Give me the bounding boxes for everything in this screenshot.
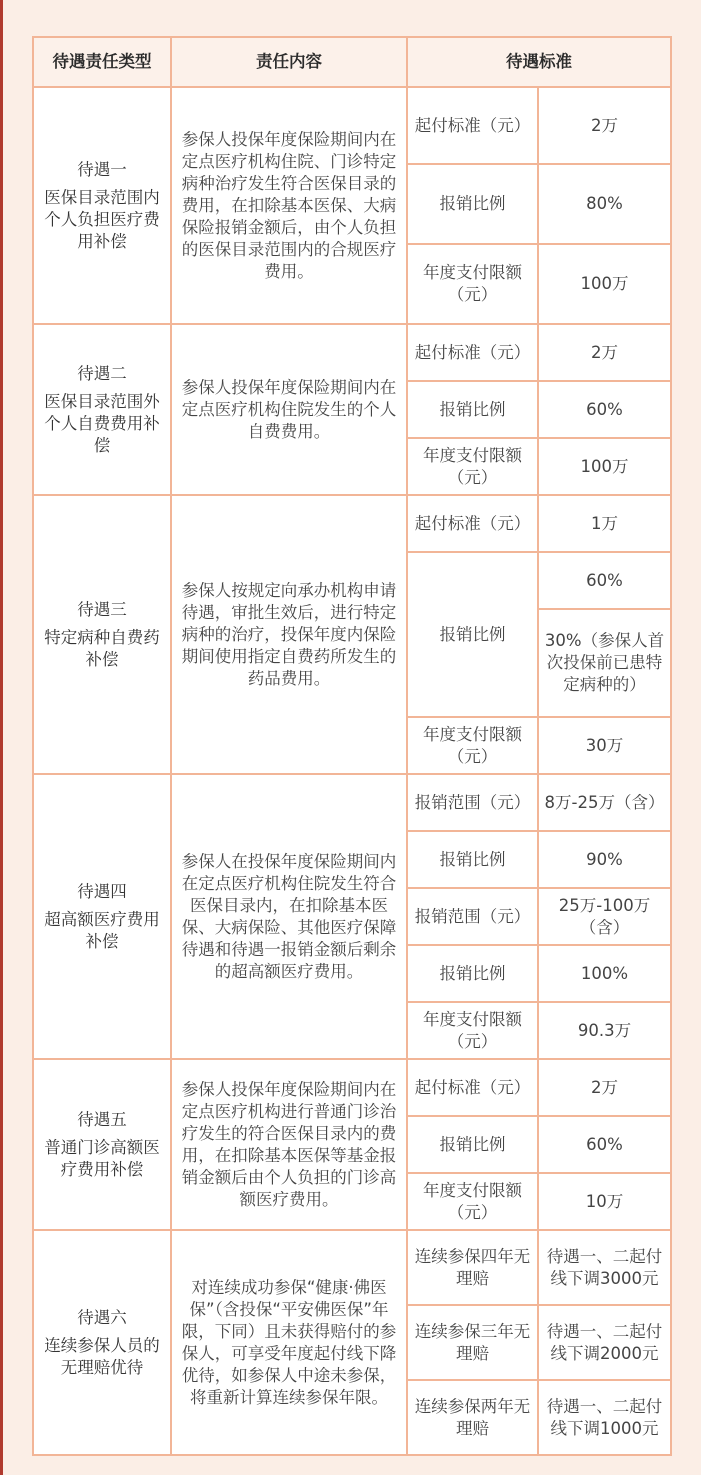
benefit-type-cell <box>33 87 171 324</box>
standard-value: 2万 <box>538 1059 671 1116</box>
benefit-subtitle: 特定病种自费药补偿 <box>44 627 160 669</box>
standard-value: 80% <box>538 164 671 244</box>
standard-label: 年度支付限额（元） <box>407 1002 538 1059</box>
benefit-title: 待遇三 <box>77 599 127 619</box>
standard-value: 2万 <box>538 87 671 164</box>
standard-label: 报销比例 <box>407 552 538 717</box>
benefit-type-cell <box>33 1230 171 1455</box>
standard-label: 报销范围（元） <box>407 774 538 831</box>
standard-label: 起付标准（元） <box>407 87 538 164</box>
standard-value: 100万 <box>538 438 671 495</box>
standard-value: 60% <box>538 552 671 609</box>
left-edge-stripe <box>0 0 3 1475</box>
benefit-subtitle: 连续参保人员的无理赔优待 <box>44 1335 160 1377</box>
benefit-title: 待遇五 <box>77 1109 127 1129</box>
benefit-type-cell <box>33 495 171 774</box>
table-header-row <box>33 37 671 87</box>
benefit-subtitle: 医保目录范围内个人负担医疗费用补偿 <box>44 187 160 251</box>
standard-label: 连续参保两年无理赔 <box>407 1380 538 1455</box>
benefit-type-cell <box>33 774 171 1059</box>
benefits-table <box>32 36 672 1456</box>
standard-label: 起付标准（元） <box>407 324 538 381</box>
standard-value-alt: 30%（参保人首次投保前已患特定病种的） <box>538 609 671 717</box>
benefit-type-cell <box>33 1059 171 1230</box>
benefit-description: 参保人投保年度保险期间内在定点医疗机构进行普通门诊治疗发生的符合医保目录内的费用，在扣除基本医保等基金报销金额后由个人负担的门诊高额医疗费用。 <box>171 1059 407 1230</box>
table-row <box>33 1230 671 1305</box>
standard-value: 25万-100万（含） <box>538 888 671 945</box>
table-row <box>33 87 671 164</box>
standard-value: 待遇一、二起付线下调3000元 <box>538 1230 671 1305</box>
standard-label: 年度支付限额（元） <box>407 438 538 495</box>
table-row <box>33 495 671 552</box>
standard-value: 60% <box>538 381 671 438</box>
header-content: 责任内容 <box>171 37 407 87</box>
standard-value: 10万 <box>538 1173 671 1230</box>
standard-value: 30万 <box>538 717 671 774</box>
standard-label: 起付标准（元） <box>407 495 538 552</box>
benefit-description: 参保人投保年度保险期间内在定点医疗机构住院发生的个人自费费用。 <box>171 324 407 495</box>
standard-value: 100% <box>538 945 671 1002</box>
table-row <box>33 324 671 381</box>
standard-label: 报销比例 <box>407 945 538 1002</box>
standard-label: 连续参保三年无理赔 <box>407 1305 538 1380</box>
standard-value: 90.3万 <box>538 1002 671 1059</box>
benefit-type-cell <box>33 324 171 495</box>
standard-value: 待遇一、二起付线下调1000元 <box>538 1380 671 1455</box>
standard-label: 年度支付限额（元） <box>407 717 538 774</box>
benefit-description: 参保人在投保年度保险期间内在定点医疗机构住院发生符合医保目录内，在扣除基本医保、大病保险、其他医疗保障待遇和待遇一报销金额后剩余的超高额医疗费用。 <box>171 774 407 1059</box>
standard-label: 起付标准（元） <box>407 1059 538 1116</box>
benefit-subtitle: 普通门诊高额医疗费用补偿 <box>44 1137 160 1179</box>
benefit-title: 待遇二 <box>77 363 127 383</box>
standard-value: 60% <box>538 1116 671 1173</box>
standard-label: 年度支付限额（元） <box>407 1173 538 1230</box>
header-standard: 待遇标准 <box>407 37 671 87</box>
benefit-subtitle: 医保目录范围外个人自费费用补偿 <box>44 391 160 455</box>
benefit-description: 参保人投保年度保险期间内在定点医疗机构住院、门诊特定病种治疗发生符合医保目录的费用，在扣除基本医保、大病保险报销金额后，由个人负担的医保目录范围内的合规医疗费用。 <box>171 87 407 324</box>
standard-label: 报销比例 <box>407 831 538 888</box>
standard-value: 90% <box>538 831 671 888</box>
standard-value: 1万 <box>538 495 671 552</box>
standard-label: 报销范围（元） <box>407 888 538 945</box>
benefit-subtitle: 超高额医疗费用补偿 <box>44 909 160 951</box>
standard-value: 8万-25万（含） <box>538 774 671 831</box>
standard-label: 年度支付限额（元） <box>407 244 538 324</box>
table-row <box>33 1059 671 1116</box>
benefit-title: 待遇六 <box>77 1307 127 1327</box>
standard-label: 报销比例 <box>407 164 538 244</box>
benefit-description: 对连续成功参保“健康·佛医保”（含投保“平安佛医保”年限，下同）且未获得赔付的参保人，可享受年度起付线下降优待，如参保人中途未参保，将重新计算连续参保年限。 <box>171 1230 407 1455</box>
standard-value: 100万 <box>538 244 671 324</box>
standard-label: 报销比例 <box>407 381 538 438</box>
standard-value: 2万 <box>538 324 671 381</box>
table-row <box>33 774 671 831</box>
benefit-title: 待遇一 <box>77 159 127 179</box>
standard-label: 报销比例 <box>407 1116 538 1173</box>
standard-label: 连续参保四年无理赔 <box>407 1230 538 1305</box>
benefit-title: 待遇四 <box>77 881 127 901</box>
standard-value: 待遇一、二起付线下调2000元 <box>538 1305 671 1380</box>
benefit-description: 参保人按规定向承办机构申请待遇，审批生效后，进行特定病种的治疗，投保年度内保险期间使用指定自费药所发生的药品费用。 <box>171 495 407 774</box>
header-benefit-type: 待遇责任类型 <box>33 37 171 87</box>
